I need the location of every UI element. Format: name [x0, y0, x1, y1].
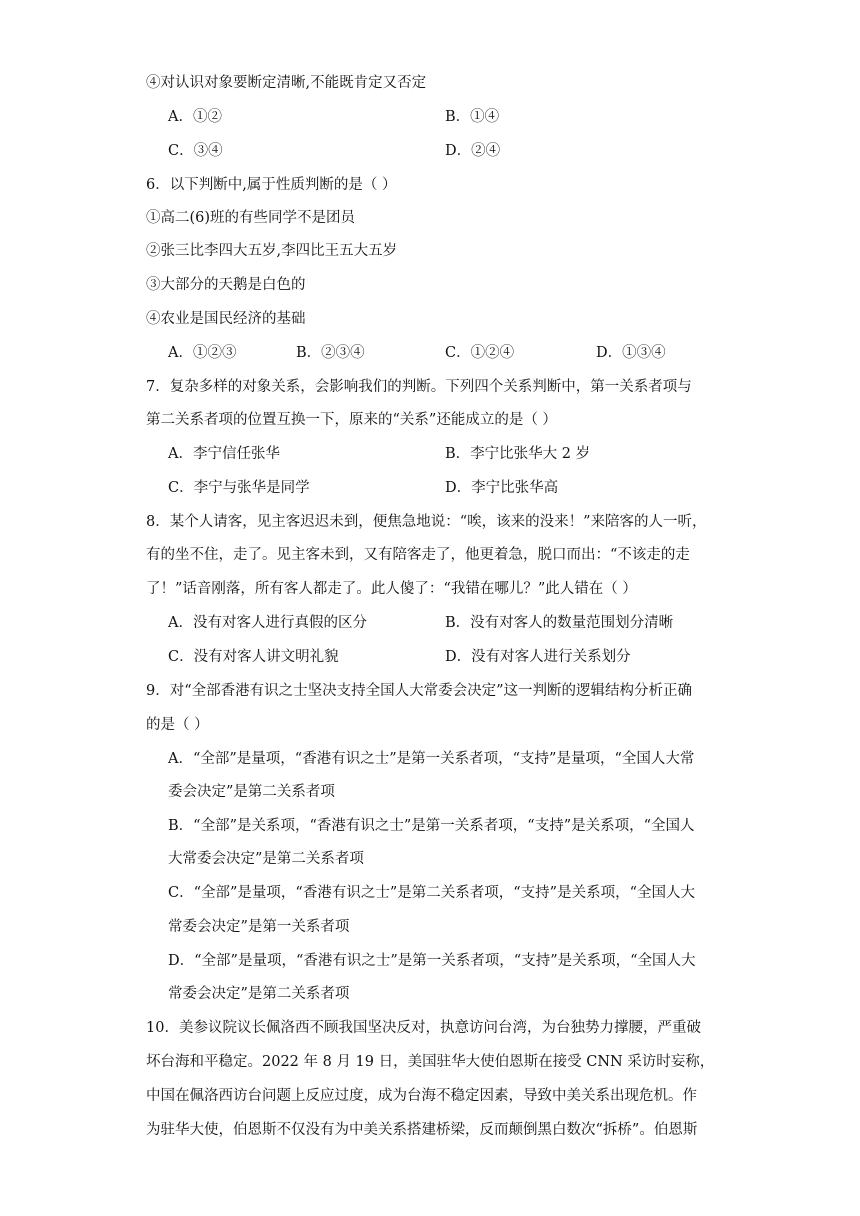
option-c: C．③④ — [168, 143, 223, 159]
q6-statement-4: ④农业是国民经济的基础 — [146, 311, 306, 327]
q7-option-d: D．李宁比张华高 — [445, 480, 559, 496]
question-6-stem: 6．以下判断中,属于性质判断的是（ ） — [146, 177, 397, 193]
q6-statement-2: ②张三比李四大五岁,李四比王五大五岁 — [146, 243, 398, 259]
q8-option-b: B．没有对客人的数量范围划分清晰 — [445, 615, 674, 631]
question-9-line-2: 的是（ ） — [146, 717, 209, 733]
q9-option-b-line-2: 大常委会决定”是第二关系者项 — [168, 851, 364, 867]
option-a: A．①② — [168, 109, 222, 125]
q8-option-a: A．没有对客人进行真假的区分 — [168, 615, 367, 631]
q6-option-d: D．①③④ — [596, 345, 666, 361]
option-d: D．②④ — [445, 143, 501, 159]
q7-option-a: A．李宁信任张华 — [168, 446, 280, 462]
question-9-line-1: 9．对“全部香港有识之士坚决支持全国人大常委会决定”这一判断的逻辑结构分析正确 — [146, 683, 693, 699]
question-10-line-4: 为驻华大使，伯恩斯不仅没有为中美关系搭建桥梁，反而颠倒黑白数次“拆桥”。伯恩斯 — [146, 1122, 698, 1138]
q6-statement-3: ③大部分的天鹅是白色的 — [146, 277, 306, 293]
question-8-line-2: 有的坐不住，走了。见主客未到，又有陪客走了，他更着急，脱口而出：“不该走的走 — [146, 547, 690, 563]
q6-option-b: B．②③④ — [296, 345, 365, 361]
q7-option-c: C．李宁与张华是同学 — [168, 480, 310, 496]
q8-option-d: D．没有对客人进行关系划分 — [445, 649, 631, 665]
q9-option-c-line-1: C．“全部”是量项，“香港有识之士”是第二关系者项，“支持”是关系项，“全国人大 — [168, 885, 695, 901]
question-10-line-2: 坏台海和平稳定。2022 年 8 月 19 日，美国驻华大使伯恩斯在接受 CNN 采访时妄称， — [146, 1054, 715, 1070]
question-10-line-3: 中国在佩洛西访台问题上反应过度，成为台海不稳定因素，导致中美关系出现危机。作 — [146, 1088, 697, 1104]
q9-option-c-line-2: 常委会决定”是第一关系者项 — [168, 919, 350, 935]
q7-option-b: B．李宁比张华大 2 岁 — [445, 446, 591, 462]
q9-option-a-line-1: A．“全部”是量项，“香港有识之士”是第一关系者项，“支持”是量项，“全国人大常 — [168, 751, 695, 767]
statement-4: ④对认识对象要断定清晰,不能既肯定又否定 — [146, 75, 427, 91]
q6-option-a: A．①②③ — [168, 345, 237, 361]
question-7-line-2: 第二关系者项的位置互换一下，原来的“关系”还能成立的是（ ） — [146, 412, 557, 428]
question-8-line-3: 了！”话音刚落，所有客人都走了。此人傻了：“我错在哪儿？”此人错在（ ） — [146, 581, 637, 597]
q9-option-a-line-2: 委会决定”是第二关系者项 — [168, 784, 335, 800]
q6-statement-1: ①高二(6)班的有些同学不是团员 — [146, 210, 356, 226]
q8-option-c: C．没有对客人讲文明礼貌 — [168, 649, 339, 665]
question-8-line-1: 8．某个人请客，见主客迟迟未到，便焦急地说：“唉，该来的没来！”来陪客的人一听， — [146, 514, 707, 530]
question-7-line-1: 7．复杂多样的对象关系，会影响我们的判断。下列四个关系判断中，第一关系者项与 — [146, 379, 692, 395]
option-b: B．①④ — [445, 109, 500, 125]
q9-option-d-line-1: D．“全部”是量项，“香港有识之士”是第一关系者项，“支持”是关系项，“全国人大 — [168, 953, 696, 969]
q6-option-c: C．①②④ — [445, 345, 515, 361]
q9-option-d-line-2: 常委会决定”是第二关系者项 — [168, 986, 350, 1002]
q9-option-b-line-1: B．“全部”是关系项，“香港有识之士”是第一关系者项，“支持”是关系项，“全国人 — [168, 818, 695, 834]
question-10-line-1: 10．美参议院议长佩洛西不顾我国坚决反对，执意访问台湾，为台独势力撑腰，严重破 — [146, 1020, 701, 1036]
